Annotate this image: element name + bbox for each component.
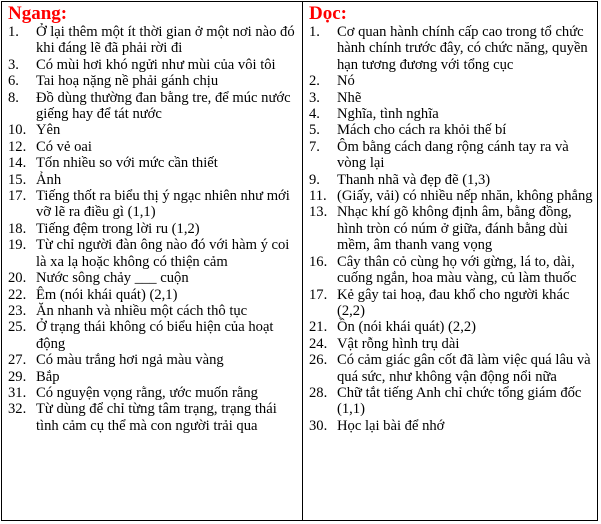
clue-number: 5.	[308, 122, 320, 139]
clue-item	[309, 90, 595, 106]
clue-number: 17.	[308, 286, 328, 303]
clue-number: 7.	[308, 138, 320, 155]
clue-item	[309, 418, 595, 434]
clue-text: Thanh nhã và đẹp đẽ (1,3)	[336, 171, 491, 188]
clue-text: Mách cho cách ra khỏi thế bí	[336, 122, 507, 139]
clue-number: 28.	[308, 384, 328, 401]
clue-item	[8, 237, 300, 270]
clue-number: 18.	[8, 220, 27, 237]
clue-text: Ồn (nói khái quát) (2,2)	[336, 319, 476, 336]
clue-text: Yên	[36, 122, 61, 139]
clue-item	[8, 270, 300, 286]
clue-text: Ở lại thêm một ít thời gian ở một nơi nào đó khi đáng lẽ đã phải rời đi	[36, 24, 295, 57]
clue-text: Nhạc khí gõ không định âm, bằng đồng, hình tròn có núm ở giữa, đánh bằng dùi mềm, âm thanh vang vọng	[336, 204, 572, 254]
clue-number: 6.	[8, 73, 19, 90]
clue-item	[8, 73, 300, 89]
clue-item	[309, 319, 595, 335]
clue-number: 3.	[8, 56, 19, 73]
clue-text: Chữ tắt tiếng Anh chỉ chức tổng giám đốc (1,1)	[336, 384, 582, 418]
clue-number: 27.	[8, 352, 27, 369]
clue-item	[8, 303, 300, 319]
clue-text: Đồ dùng thường đan bằng tre, để múc nước giếng hay để tát nước	[36, 89, 291, 123]
down-column	[303, 2, 597, 520]
clue-text: Kẻ gây tai hoạ, đau khổ cho người khác (2,2)	[336, 286, 570, 319]
clue-item	[8, 24, 300, 57]
clue-item	[309, 106, 595, 122]
clue-number: 3.	[308, 89, 320, 106]
clue-number: 17.	[8, 188, 27, 205]
clue-text: Có cảm giác gân cốt đã làm việc quá lâu và quá sức, như không vận động nổi nữa	[336, 352, 591, 385]
clue-item	[309, 122, 595, 138]
clue-item	[8, 172, 300, 188]
clue-text: Ảnh	[36, 171, 62, 188]
clue-item	[8, 287, 300, 303]
clue-item	[309, 24, 595, 40]
clue-item	[8, 188, 300, 221]
clue-number: 13.	[308, 204, 328, 221]
clue-text: Cơ quan hành chính cấp cao trong tổ chức	[336, 24, 584, 40]
clue-number: 1.	[308, 24, 320, 40]
clue-text: Bắp	[36, 368, 60, 385]
clue-item	[8, 122, 300, 138]
clue-number: 26.	[308, 352, 328, 369]
clue-number: 8.	[8, 89, 19, 106]
clue-text: Có mùi hơi khó ngửi như mùi của vôi tôi	[36, 56, 276, 73]
clue-table	[1, 1, 598, 521]
clue-item	[8, 155, 300, 171]
clue-number: 31.	[8, 384, 27, 401]
clue-item	[309, 254, 595, 287]
clue-text: (Giấy, vải) có nhiều nếp nhăn, không phẳng	[336, 188, 593, 205]
clue-item	[8, 139, 300, 155]
clue-number: 2.	[308, 73, 320, 90]
clue-item	[309, 385, 595, 418]
clue-item	[309, 204, 595, 253]
clue-item	[8, 385, 300, 401]
clue-number: 15.	[8, 171, 27, 188]
clue-item	[8, 401, 300, 434]
clue-text: hành chính trước đây, có chức năng, quyền hạn tương đương với tổng cục	[336, 40, 588, 73]
clue-text: Ôm bằng cách dang rộng cánh tay ra và vòng lại	[336, 138, 569, 172]
clue-text: Có nguyện vọng rằng, ước muốn rằng	[36, 384, 258, 401]
clue-number: 29.	[8, 368, 27, 385]
clue-number: 32.	[8, 401, 27, 418]
clue-number: 12.	[8, 138, 27, 155]
clue-number: 16.	[308, 253, 328, 270]
clue-text: Cây thân cỏ cùng họ với gừng, lá to, dài, cuống ngắn, hoa màu vàng, củ làm thuốc	[336, 253, 577, 287]
clue-text: Từ chỉ người đàn ông nào đó với hàm ý coi là xa lạ hoặc không có thiện cảm	[36, 237, 290, 270]
clue-text: Tiếng đệm trong lời ru (1,2)	[36, 220, 200, 237]
clue-text: Từ dùng để chỉ từng tâm trạng, trạng thái tình cảm cụ thể mà con người trải qua	[36, 401, 277, 434]
down-heading: Dọc:	[308, 3, 347, 24]
clue-number: 20.	[8, 270, 27, 287]
clue-item	[8, 319, 300, 352]
clue-text: Nhẽ	[336, 89, 362, 106]
clue-item	[309, 40, 595, 73]
clue-number: 1.	[8, 24, 19, 40]
clue-text: Có màu trắng hơi ngả màu vàng	[36, 352, 224, 369]
clue-number: 10.	[8, 122, 27, 139]
clue-item	[8, 369, 300, 385]
clue-text: Êm (nói khái quát) (2,1)	[36, 286, 178, 303]
clue-number: 19.	[8, 237, 27, 254]
clue-number: 9.	[308, 171, 320, 188]
clue-text: Nó	[336, 73, 355, 90]
across-heading: Ngang:	[8, 3, 68, 24]
across-column	[2, 2, 303, 520]
clue-item	[8, 57, 300, 73]
clue-item	[8, 221, 300, 237]
clue-number	[309, 40, 337, 73]
clue-text: Học lại bài để nhớ	[336, 417, 445, 434]
clue-text: Ăn nhanh và nhiều một cách thô tục	[36, 302, 248, 319]
clue-number: 25.	[8, 319, 27, 336]
clue-item	[8, 90, 300, 123]
clue-text: Tiếng thốt ra biểu thị ý ngạc nhiên như mới vỡ lẽ ra điều gì (1,1)	[36, 188, 290, 221]
clue-number: 21.	[308, 319, 328, 336]
clue-number: 11.	[308, 188, 327, 205]
clue-text: Tai hoạ nặng nề phải gánh chịu	[36, 73, 219, 90]
clue-item	[309, 352, 595, 385]
clue-item	[309, 336, 595, 352]
clue-item	[309, 139, 595, 172]
clue-item	[8, 352, 300, 368]
clue-item	[309, 172, 595, 188]
clue-number: 30.	[308, 417, 328, 434]
down-clue-list	[309, 24, 595, 434]
clue-number: 22.	[8, 286, 27, 303]
clue-item	[309, 73, 595, 89]
across-clue-list	[8, 24, 300, 434]
clue-item	[309, 188, 595, 204]
clue-text: Tốn nhiều so với mức cần thiết	[36, 155, 218, 172]
clue-number: 4.	[308, 106, 320, 123]
clue-text: Nghĩa, tình nghĩa	[336, 106, 439, 123]
clue-number: 23.	[8, 302, 27, 319]
clue-number: 24.	[308, 335, 328, 352]
clue-text: Có vẻ oai	[36, 138, 92, 155]
clue-text: Ở trạng thái không có biểu hiện của hoạt động	[36, 319, 274, 352]
clue-text: Vật rỗng hình trụ dài	[336, 335, 460, 352]
clue-item	[309, 287, 595, 320]
clue-number: 14.	[8, 155, 27, 172]
clue-text: Nước sông chảy ___ cuộn	[36, 270, 189, 287]
